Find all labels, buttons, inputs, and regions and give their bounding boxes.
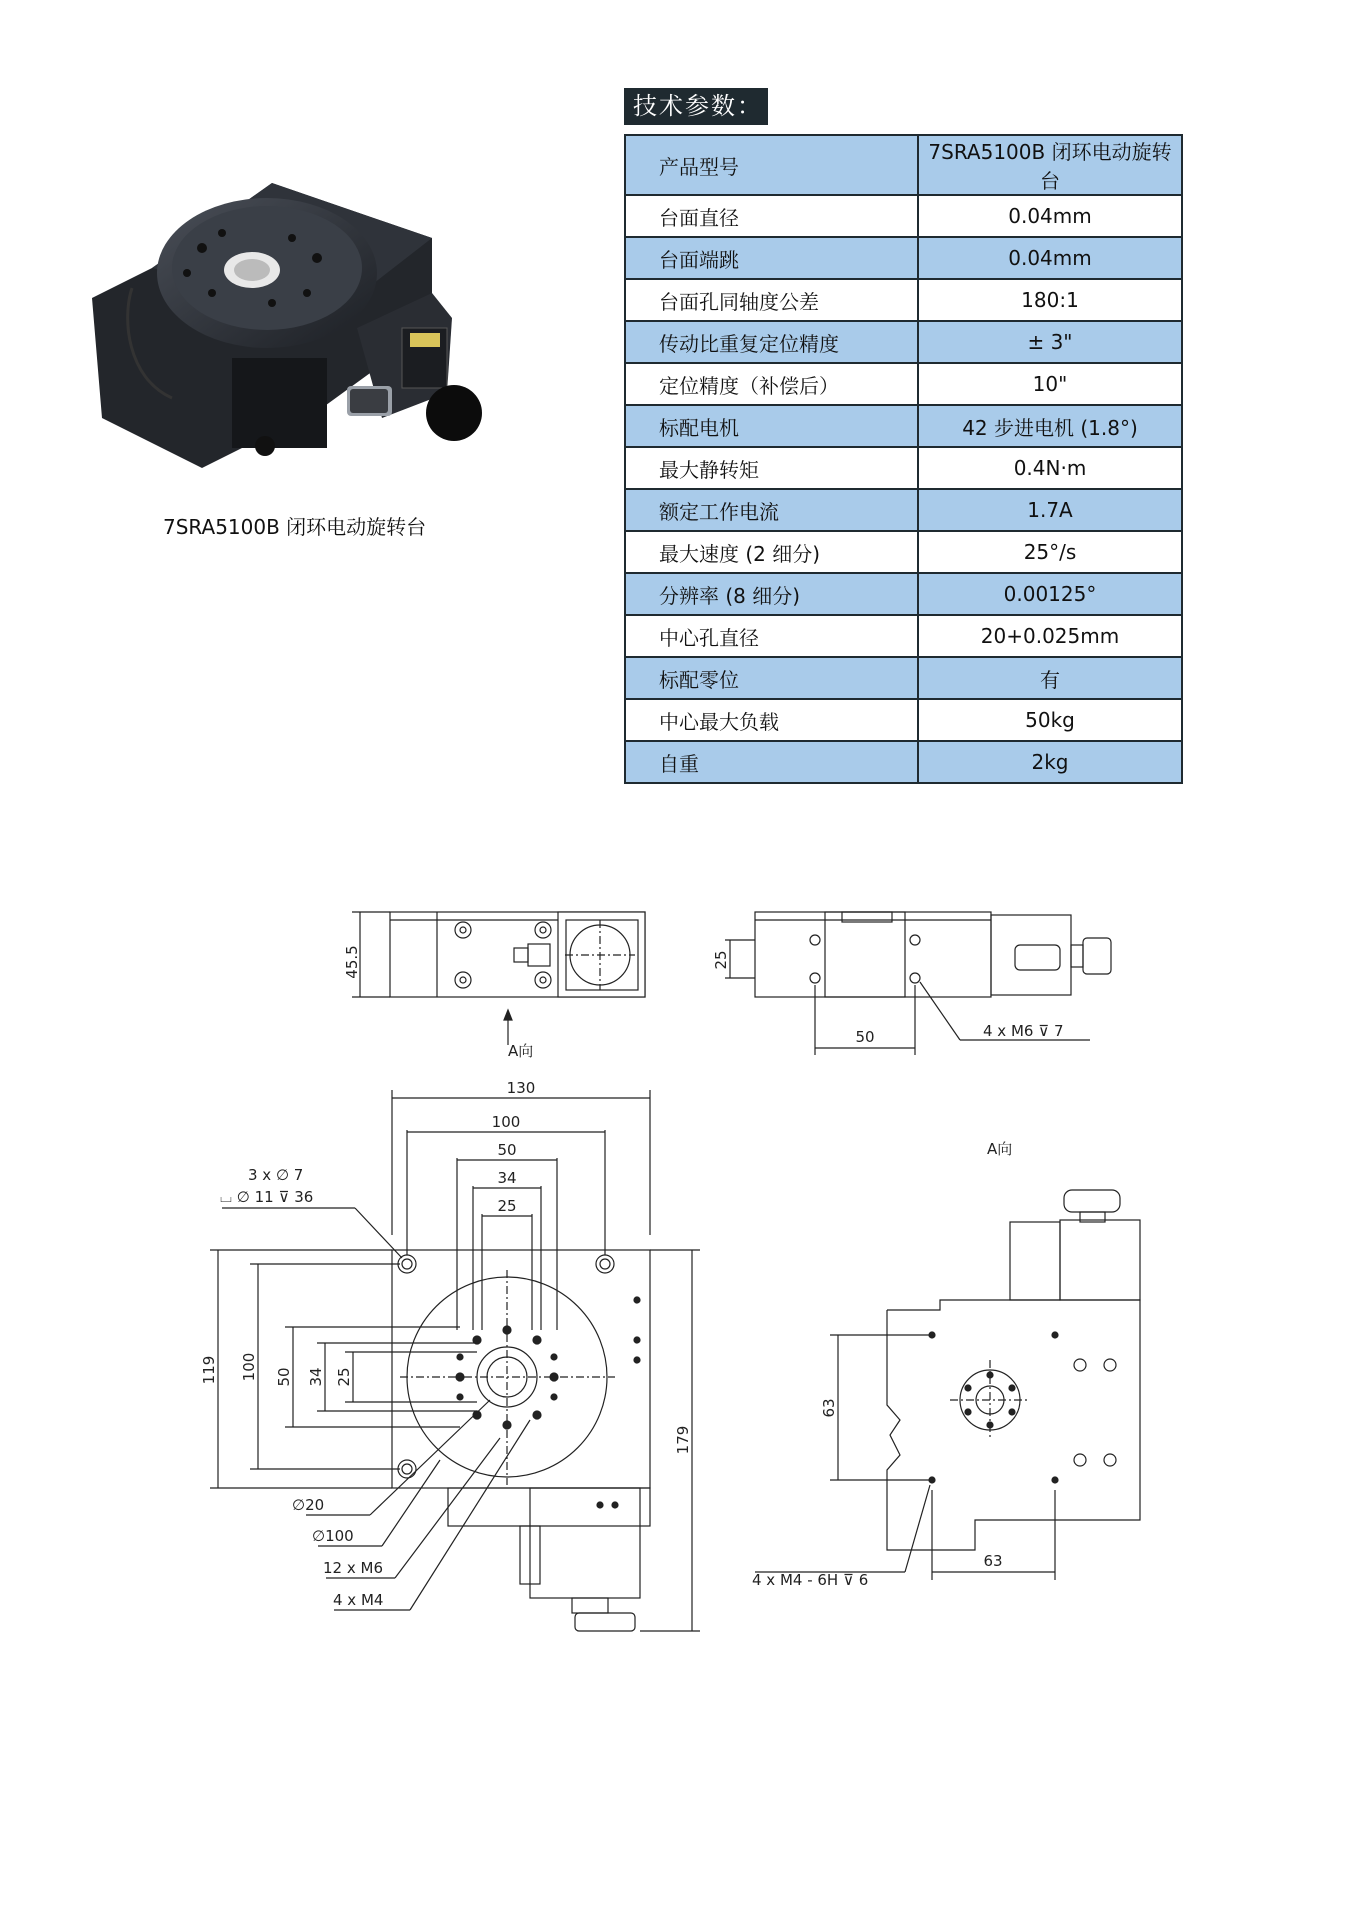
spec-key: 最大静转矩 (625, 447, 918, 489)
spec-row (625, 363, 1182, 405)
spec-value: 7SRA5100B 闭环电动旋转台 (918, 135, 1182, 195)
spec-value: 有 (918, 657, 1182, 699)
dia-20-label: ∅20 (292, 1496, 325, 1514)
spec-value: 10" (918, 363, 1182, 405)
product-photo (92, 178, 522, 478)
spec-header: 技术参数： (624, 88, 768, 125)
spec-value: 1.7A (918, 489, 1182, 531)
spec-row (625, 237, 1182, 279)
dia-100-label: ∅100 (312, 1527, 354, 1545)
spec-key: 标配零位 (625, 657, 918, 699)
spec-row (625, 405, 1182, 447)
dim-50-side: 50 (855, 1028, 875, 1046)
dim-63-v: 63 (820, 1398, 838, 1418)
spec-value: 42 步进电机 (1.8°) (918, 405, 1182, 447)
spec-key: 自重 (625, 741, 918, 783)
spec-row (625, 135, 1182, 195)
spec-key: 台面端跳 (625, 237, 918, 279)
a-view-labels (752, 1140, 1012, 1589)
hole-callout-a: 3 x ∅ 7 (248, 1166, 304, 1184)
dim-25-h: 25 (335, 1367, 353, 1387)
spec-row (625, 447, 1182, 489)
spec-row (625, 279, 1182, 321)
spec-key: 分辨率 (8 细分) (625, 573, 918, 615)
hole-callout-b: ⌴ ∅ 11 ⊽ 36 (220, 1188, 314, 1206)
spec-key: 产品型号 (625, 135, 918, 195)
spec-row (625, 531, 1182, 573)
spec-key: 中心最大负载 (625, 699, 918, 741)
hole-callout-m6: 4 x M6 ⊽ 7 (983, 1022, 1064, 1040)
spec-value: 2kg (918, 741, 1182, 783)
spec-row (625, 657, 1182, 699)
m6-callout: 12 x M6 (323, 1559, 383, 1577)
spec-row (625, 573, 1182, 615)
engineering-drawing (0, 860, 1357, 1640)
dim-34-w: 34 (497, 1169, 517, 1187)
a-view-drawing (755, 1190, 1140, 1580)
spec-value: 50kg (918, 699, 1182, 741)
dim-100-w: 100 (491, 1113, 521, 1131)
dim-25-w: 25 (497, 1197, 517, 1215)
spec-key: 中心孔直径 (625, 615, 918, 657)
dim-45-5: 45.5 (343, 945, 361, 979)
spec-row (625, 741, 1182, 783)
spec-row (625, 195, 1182, 237)
spec-table (624, 134, 1183, 784)
spec-value: 0.4N·m (918, 447, 1182, 489)
dim-179: 179 (674, 1425, 692, 1455)
dim-100-h: 100 (240, 1352, 258, 1382)
spec-row (625, 489, 1182, 531)
view-arrow-label: A向 (508, 1042, 534, 1060)
top-view-drawing (352, 912, 645, 1045)
a-view-title: A向 (987, 1140, 1013, 1158)
spec-row (625, 321, 1182, 363)
dim-50-w: 50 (497, 1141, 517, 1159)
spec-key: 定位精度（补偿后） (625, 363, 918, 405)
spec-key: 额定工作电流 (625, 489, 918, 531)
spec-row (625, 615, 1182, 657)
spec-value: 0.00125° (918, 573, 1182, 615)
spec-value: 0.04mm (918, 237, 1182, 279)
dim-130: 130 (506, 1079, 536, 1097)
spec-key: 标配电机 (625, 405, 918, 447)
spec-key: 最大速度 (2 细分) (625, 531, 918, 573)
plan-view-labels (200, 1079, 692, 1609)
spec-key: 传动比重复定位精度 (625, 321, 918, 363)
spec-value: 180:1 (918, 279, 1182, 321)
dim-50-h: 50 (275, 1367, 293, 1387)
dim-34-h: 34 (307, 1367, 325, 1387)
m4-callout: 4 x M4 (333, 1591, 384, 1609)
spec-value: ± 3" (918, 321, 1182, 363)
spec-value: 0.04mm (918, 195, 1182, 237)
spec-row (625, 699, 1182, 741)
spec-value: 25°/s (918, 531, 1182, 573)
dim-25-side: 25 (712, 950, 730, 970)
spec-value: 20+0.025mm (918, 615, 1182, 657)
spec-key: 台面直径 (625, 195, 918, 237)
spec-key: 台面孔同轴度公差 (625, 279, 918, 321)
product-caption: 7SRA5100B 闭环电动旋转台 (163, 515, 427, 539)
hole-callout-m4: 4 x M4 - 6H ⊽ 6 (752, 1571, 869, 1589)
dim-63-h: 63 (983, 1552, 1003, 1570)
dim-119: 119 (200, 1355, 218, 1385)
